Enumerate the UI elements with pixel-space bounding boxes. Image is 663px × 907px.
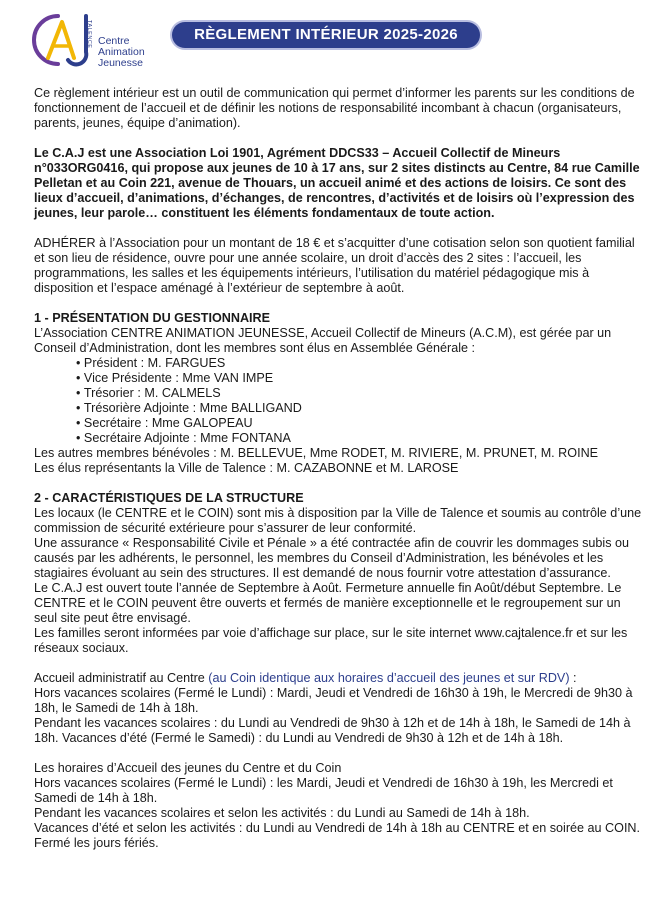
adherer-paragraph: ADHÉRER à l’Association pour un montant de 18 € et s’acquitter d’une cotisation selon son quotient familial et son lieu de résidence, ouvre pour une année scolaire, un droit d’accès des 2 sites : l’accueil, les programmations, les salles et les équipements intérieurs, l’utilisation du matériel pédagogique mis à disposition et l’espace aménagé à l’extérieur de septembre à août. bbox=[34, 236, 635, 295]
section-1-title: 1 - PRÉSENTATION DU GESTIONNAIRE bbox=[34, 311, 271, 325]
youth-hours-holidays: Pendant les vacances scolaires et selon les activités : du Lundi au Samedi de 14h à 18h. bbox=[34, 806, 530, 820]
page-title: RÈGLEMENT INTÉRIEUR 2025-2026 bbox=[172, 22, 480, 48]
list-item: • Trésorier : M. CALMELS bbox=[76, 386, 644, 401]
youth-hours-heading: Les horaires d’Accueil des jeunes du Centre et du Coin bbox=[34, 761, 342, 775]
section-2-opening: Le C.A.J est ouvert toute l’année de Septembre à Août. Fermeture annuelle fin Août/début Septembre. Le CENTRE et le COIN peuvent être ouverts et fermés de manière exceptionnelle et le regroupement sur un seul site peut être envisagé. bbox=[34, 581, 622, 625]
city-representatives: Les élus représentants la Ville de Talence : M. CAZABONNE et M. LAROSE bbox=[34, 461, 459, 475]
list-item: • Secrétaire : Mme GALOPEAU bbox=[76, 416, 644, 431]
list-item: • Secrétaire Adjointe : Mme FONTANA bbox=[76, 431, 644, 446]
admin-hours-label: Accueil administratif au Centre bbox=[34, 671, 209, 685]
admin-hours-holidays: Pendant les vacances scolaires : du Lundi au Vendredi de 9h30 à 12h et de 14h à 18h, le Samedi de 14h à 18h. Vacances d’été (Fermé le Samedi) : du Lundi au Vendredi de 9h30 à 12h et de 14h à 18h. bbox=[34, 716, 631, 745]
section-2-premises: Les locaux (le CENTRE et le COIN) sont mis à disposition par la Ville de Talence et soumis au contrôle d’une commission de sécurité extérieure pour s’assurer de leur conformité. bbox=[34, 506, 642, 535]
section-2-insurance: Une assurance « Responsabilité Civile et Pénale » a été contractée afin de couvrir les dommages subis ou causés par les adhérents, le personnel, les membres du Conseil d’Administration, les bénévoles et les stagiaires évoluant au sein des structures. Il est demandé de nous fournir votre attestation d’assurance. bbox=[34, 536, 630, 580]
admin-hours-school: Hors vacances scolaires (Fermé le Lundi) : Mardi, Jeudi et Vendredi de 16h30 à 19h, le Mercredi de 9h30 à 18h, le Samedi de 14h à 18h. bbox=[34, 686, 633, 715]
section-2-information: Les familles seront informées par voie d’affichage sur place, sur le site internet www.cajtalence.fr et sur les réseaux sociaux. bbox=[34, 626, 628, 655]
admin-hours-note: (au Coin identique aux horaires d’accueil des jeunes et sur RDV) bbox=[208, 671, 570, 685]
other-members: Les autres membres bénévoles : M. BELLEVUE, Mme RODET, M. RIVIERE, M. PRUNET, M. ROINE bbox=[34, 446, 599, 460]
admin-hours-colon: : bbox=[569, 671, 577, 685]
youth-hours-school: Hors vacances scolaires (Fermé le Lundi) : les Mardi, Jeudi et Vendredi de 16h30 à 19h, les Mercredi et Samedi de 14h à 18h. bbox=[34, 776, 613, 805]
logo-vertical-text: TALENCE bbox=[86, 20, 92, 49]
section-1-text: L’Association CENTRE ANIMATION JEUNESSE, Accueil Collectif de Mineurs (A.C.M), est gérée par un Conseil d’Administration, dont les membres sont élus en Assemblée Générale : bbox=[34, 326, 612, 355]
document-body bbox=[34, 86, 644, 851]
logo-line-2: Animation bbox=[98, 46, 145, 58]
list-item: • Président : M. FARGUES bbox=[76, 356, 644, 371]
youth-hours-summer: Vacances d’été et selon les activités : du Lundi au Vendredi de 14h à 18h au CENTRE et en soirée au COIN. Fermé les jours fériés. bbox=[34, 821, 641, 850]
logo-words bbox=[98, 36, 145, 69]
caj-logo bbox=[28, 8, 168, 78]
admin-hours-heading bbox=[34, 671, 644, 686]
logo-line-1: Centre bbox=[98, 35, 130, 47]
list-item: • Vice Présidente : Mme VAN IMPE bbox=[76, 371, 644, 386]
section-2-title: 2 - CARACTÉRISTIQUES DE LA STRUCTURE bbox=[34, 491, 304, 505]
association-paragraph: Le C.A.J est une Association Loi 1901, Agrément DDCS33 – Accueil Collectif de Mineurs n°033ORG0416, qui propose aux jeunes de 10 à 17 ans, sur 2 sites distincts au Centre, 84 rue Camille Pelletan et au Coin 221, avenue de Thouars, un accueil animé et des actions de loisirs. Ce sont des lieux d’accueil, d’animations, d’échanges, de rencontres, d’activités et de loisirs où l’expression des jeunes, leur parole… constituent les éléments fondamentaux de toute action. bbox=[34, 146, 640, 220]
intro-paragraph: Ce règlement intérieur est un outil de communication qui permet d’informer les parents sur les conditions de fonctionnement de l’accueil et de définir les notions de responsabilité incombant à chacun (organisateurs, parents, jeunes, équipe d’animation). bbox=[34, 86, 635, 130]
logo-line-3: Jeunesse bbox=[98, 57, 143, 69]
list-item: • Trésorière Adjointe : Mme BALLIGAND bbox=[76, 401, 644, 416]
board-members-list bbox=[34, 356, 644, 446]
